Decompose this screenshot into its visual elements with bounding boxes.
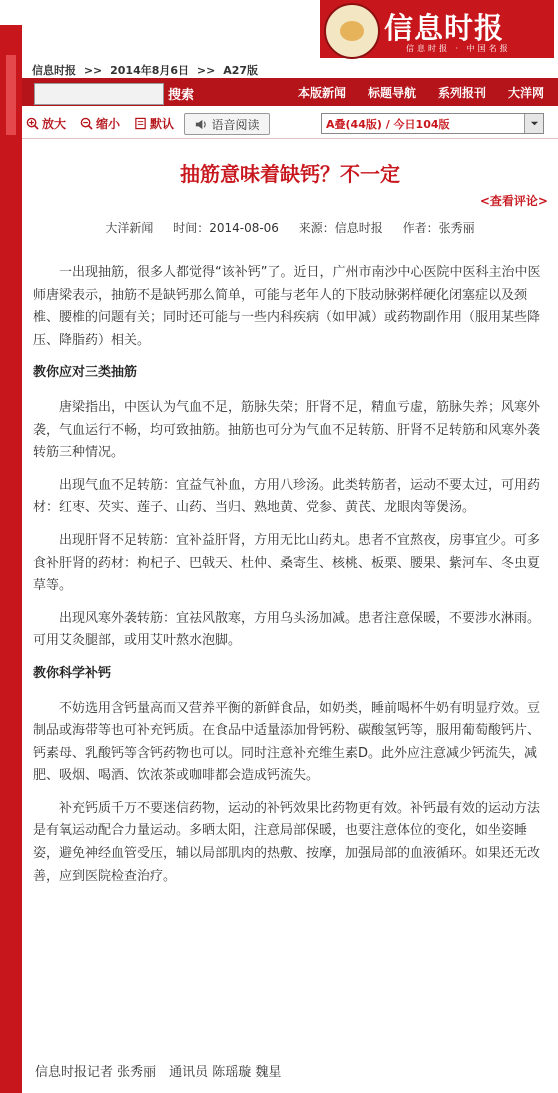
breadcrumb-date[interactable]: 2014年8月6日 <box>110 64 190 77</box>
breadcrumb-separator: >> <box>196 64 216 77</box>
meta-origin: 来源：信息时报 <box>298 221 383 235</box>
lion-mascot-icon <box>324 3 380 59</box>
chevron-down-icon[interactable] <box>524 114 543 133</box>
default-size-button[interactable] <box>134 115 174 132</box>
article-paragraph: 不妨选用含钙量高而又营养平衡的新鲜食品，如奶类，睡前喝杯牛奶有明显疗效。豆制品或海带等也可补充钙质。在食品中适量添加骨钙粉、碳酸氢钙等，服用葡萄酸钙片、钙素母、乳酸钙等含钙药物也可以。同时注意补充维生素D。此外应注意减少钙流失，减肥、吸烟、喝酒、饮浓茶或咖啡都会造成钙流失。 <box>33 700 541 784</box>
article-title: 抽筋意味着缺钙？不一定 <box>180 162 400 186</box>
default-size-label: 默认 <box>150 117 175 131</box>
breadcrumb <box>32 62 262 78</box>
article-byline: 信息时报记者 张秀丽 通讯员 陈瑶璇 魏星 <box>35 1065 282 1080</box>
reading-toolbar <box>22 108 558 139</box>
logo-slogan: 信息时报 · 中国名报 <box>406 44 511 53</box>
article-body <box>33 262 543 898</box>
nav-link-series[interactable]: 系列报刊 <box>437 86 486 100</box>
zoom-in-button[interactable] <box>26 115 66 132</box>
section-heading: 教你应对三类抽筋 <box>33 365 138 381</box>
article-paragraph: 唐梁指出，中医认为气血不足，筋脉失荣；肝肾不足，精血亏虚，筋脉失养；风寒外袭，气血运行不畅，均可致抽筋。抽筋也可分为气血不足转筋、肝肾不足转筋和风寒外袭转筋三种情况。 <box>33 399 541 461</box>
voice-read-label: 语音阅读 <box>211 117 260 132</box>
nav-link-title-nav[interactable]: 标题导航 <box>367 86 416 100</box>
section-heading: 教你科学补钙 <box>33 665 112 681</box>
edition-select-value: A叠(44版) / 今日104版 <box>326 117 450 131</box>
view-comments-link[interactable]: <查看评论> <box>479 194 548 208</box>
zoom-in-icon <box>26 117 39 130</box>
article-paragraph: 出现风寒外袭转筋：宜祛风散寒，方用乌头汤加减。患者注意保暖，不要涉水淋雨。可用艾灸腿部，或用艾叶熬水泡脚。 <box>33 610 541 649</box>
zoom-out-icon <box>80 117 93 130</box>
left-decor-bar <box>0 25 22 1093</box>
logo-name: 信息时报 <box>384 11 505 45</box>
left-decor-notch <box>6 55 16 135</box>
newspaper-logo[interactable] <box>320 0 554 58</box>
document-icon <box>134 117 147 130</box>
top-navbar <box>22 78 558 106</box>
meta-author: 作者：张秀丽 <box>402 221 475 235</box>
zoom-in-label: 放大 <box>42 117 67 131</box>
breadcrumb-separator: >> <box>83 64 103 77</box>
nav-link-section-news[interactable]: 本版新闻 <box>297 86 346 100</box>
article-meta <box>22 219 558 236</box>
speaker-icon <box>194 118 207 131</box>
nav-link-dayoo[interactable]: 大洋网 <box>507 86 544 100</box>
article-paragraph: 一出现抽筋，很多人都觉得“该补钙”了。近日，广州市南沙中心医院中医科主治中医师唐梁表示，抽筋不是缺钙那么简单，可能与老年人的下肢动脉粥样硬化闭塞症以及颈椎、腰椎的问题有关；同时还可能与一些内科疾病（如甲减）或药物副作用（服用某些降压、降脂药）相关。 <box>33 265 541 348</box>
zoom-out-button[interactable] <box>80 115 120 132</box>
breadcrumb-paper[interactable]: 信息时报 <box>32 64 76 77</box>
nav-links <box>298 84 544 101</box>
article-paragraph: 出现肝肾不足转筋：宜补益肝肾，方用无比山药丸。患者不宜熬夜，房事宜少。可多食补肝肾的药材：枸杞子、巴戟天、杜仲、桑寄生、核桃、板栗、腰果、紫河车、冬虫夏草等。 <box>33 532 541 594</box>
article-paragraph: 出现气血不足转筋：宜益气补血，方用八珍汤。此类转筋者，运动不要太过，可用药材：红枣、芡实、莲子、山药、当归、熟地黄、党参、黄芪、龙眼肉等煲汤。 <box>33 477 541 516</box>
edition-select[interactable] <box>321 113 544 134</box>
zoom-out-label: 缩小 <box>96 117 121 131</box>
meta-time: 时间：2014-08-06 <box>173 221 279 235</box>
meta-source: 大洋新闻 <box>105 221 154 235</box>
search-input[interactable] <box>34 83 164 105</box>
search-button[interactable]: 搜索 <box>168 88 195 103</box>
article-paragraph: 补充钙质千万不要迷信药物，运动的补钙效果比药物更有效。补钙最有效的运动方法是有氧运动配合力量运动。多晒太阳，注意局部保暖，也要注意体位的变化，如坐姿睡姿，避免神经血管受压，辅以局部肌肉的热敷、按摩，加强局部的血液循环。如果还无改善，应到医院检查治疗。 <box>33 800 541 884</box>
voice-read-button[interactable] <box>184 113 270 135</box>
breadcrumb-section[interactable]: A27版 <box>223 64 259 77</box>
